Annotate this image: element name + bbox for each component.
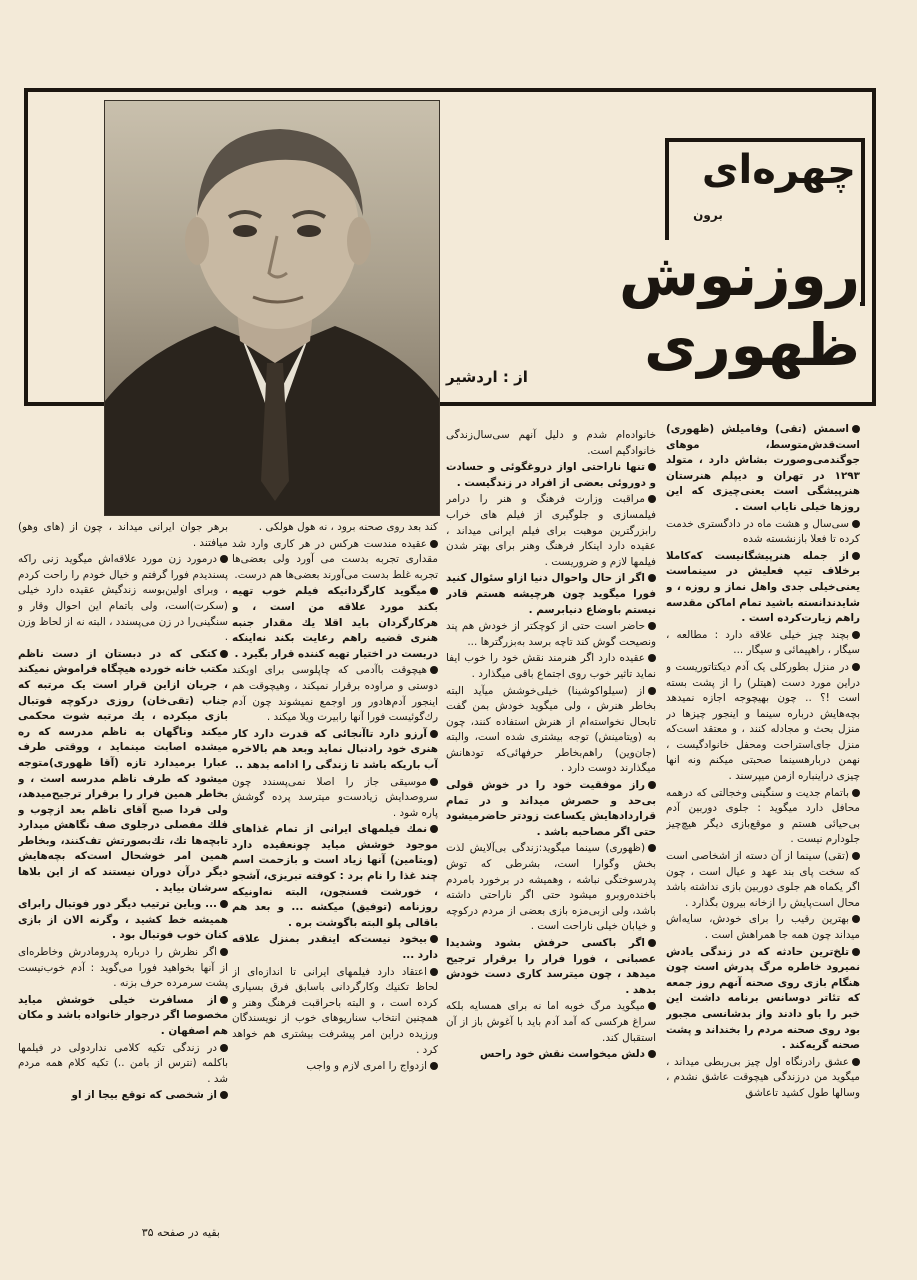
bullet-icon	[220, 900, 228, 908]
paragraph-text: موسیقی جاز را اصلا نمی‌پسندد چون سروصدایش زیادست‌و میترسد پرده گوشش پاره شود .	[232, 775, 438, 819]
paragraph-text: سی‌سال و هشت ماه در دادگستری خدمت کرده تا فعلا بازنشسته شده	[666, 517, 860, 546]
text-column-1	[666, 422, 860, 1262]
paragraph-text: (ظهوری) سینما میگوید:زندگی بی‌آلایش لذت بخش وگوارا است، بشرطی که توش پدرسوختگی نباشه ، وهمیشه در برخورد بامردم باخنده‌روبرو میشود حتی اگر ناراحتی داشته باشد، ولی ازبی‌مزه بازی بعضی از مردم درکوچه و خیابان خیلی ناراحت است .	[446, 842, 656, 933]
title-top: چهره‌ای	[720, 148, 860, 192]
author-line: از : اردشیر	[446, 368, 528, 386]
paragraph	[666, 422, 860, 516]
bullet-icon	[430, 540, 438, 548]
paragraph-text: بچند چیز خیلی علاقه دارد : مطالعه ، سیگار ، راهپیمائی و سیگار ...	[666, 628, 860, 657]
paragraph	[666, 945, 860, 1054]
frame-left-line	[24, 88, 28, 406]
paragraph-text: اسمش (تقی) وفامیلش (ظهوری) است‌قدش‌متوسط، موهای جوگندمی‌وصورت بشاش دارد ، متولد ۱۲۹۳ در تهران و دیپلم هنرستان هنرپیشگی است یعنی‌چیزی که این روزها خیلی نایاب است .	[666, 423, 860, 513]
bullet-icon	[220, 1091, 228, 1099]
paragraph-text: اگر نظرش را درباره پدرومادرش وخاطره‌ای از آنها بخواهید فورا می‌گوید : آدم خوب‌نیست پشت سرمرده حرف بزنه .	[18, 946, 228, 990]
frame-bottom-line-right	[438, 402, 876, 406]
bullet-icon	[220, 555, 228, 563]
bullet-icon	[852, 915, 860, 923]
bullet-icon	[430, 825, 438, 833]
paragraph	[18, 1088, 228, 1104]
paragraph-text: راز موفقیت خود را در خوش قولی بی‌حد و حصرش میداند و در تمام قراردادهایش یکساعت زودتر حاضرمیشود حتی اگر مصاحبه باشد .	[446, 779, 656, 838]
paragraph-text: درمورد زن مورد علاقه‌اش میگوید زنی راکه پسندیدم فورا گرفتم و خیال خودم را راحت کردم ، وبرای اولین‌بوسه زندگیش عقیده دارد خیلی (سکرت)است، ولی باتمام این احوال وقار و سنگینی‌را در زن می‌پسندد ، البته نه از لحاظ وزن .	[18, 553, 228, 644]
frame-top-line	[24, 88, 876, 92]
frame-right-line	[872, 88, 876, 406]
paragraph-text: در زندگی تکیه کلامی ندارد‌ولی در فیلمها باکلمه (نترس از بامن ..) تکیه کلام همه مردم شد .	[18, 1041, 228, 1085]
bullet-icon	[220, 650, 228, 658]
paragraph	[666, 660, 860, 785]
bullet-icon	[648, 1002, 656, 1010]
bullet-icon	[852, 425, 860, 433]
bullet-icon	[852, 852, 860, 860]
bullet-icon	[220, 948, 228, 956]
paragraph	[18, 1041, 228, 1088]
paragraph	[446, 1047, 656, 1063]
paragraph-text: عقیده مندست هرکس در هر کاری وارد شد مقداری تجربه بدست می آورد ولی بعضی‌ها تجربه غلط بدست می‌آورند بعضی‌ها هم درست.	[232, 537, 438, 581]
paragraph-text: میگوید مرگ خوبه اما نه برای همسایه بلکه سراغ هرکسی که آمد آدم باید با آغوش باز از آن استقبال کند.	[446, 1000, 656, 1044]
paragraph	[446, 684, 656, 778]
paragraph	[666, 786, 860, 848]
paragraph	[18, 552, 228, 646]
bullet-icon	[430, 778, 438, 786]
paragraph-text: تنها ناراحتی اواز دروغگوئی و حسادت و دوروئی بعضی از افراد در زندگیست .	[446, 461, 656, 489]
paragraph-text: از (سیلوا‌کوشینا) خیلی‌خوشش میآید البته بخاطر هنرش ، ولی میگوید خودش بمن گفت تابحال نخواسته‌ام از هنرش استفاده کنند، چون به (ویتامینش) توجه بیشتری شده است، والبته (جان‌وین) راهم‌بخاطر حرفهائی‌که تودهانش میگذارند دوست دارد .	[446, 684, 656, 775]
paragraph-text: هیچوقت باآدمی که چاپلوسی برای اوبکند دوستی و مراوده برقرار نمیکند ، وهیچوقت هم اینجور آدم‌هادور ور اوجمع نمیشوند چون آدم رك‌گوئیست فورا آنها رابیرت ویلا میکند .	[232, 664, 438, 724]
text-column-3	[232, 520, 438, 1262]
bullet-icon	[648, 781, 656, 789]
paragraph-text: بهترین رقیب را برای خودش، سایه‌اش میداند چون همه جا همراهش است .	[666, 913, 860, 941]
bullet-icon	[648, 495, 656, 503]
paragraph	[666, 517, 860, 548]
paragraph	[666, 1055, 860, 1102]
bullet-icon	[852, 552, 860, 560]
paragraph-text: اعتقاد دارد فیلمهای ایرانی تا اندازه‌ای از لحاظ تکنیك وکارگردانی باسابق فرق بسیاری کرده است ، و البته باحراقبت فرهنگ وهنر و همچنین انتخاب سناریوهای خوب از نویسندگان ورزیده دراین امر پیشرفت بیشتری هم خواهد کرد .	[232, 965, 438, 1056]
bullet-icon	[648, 844, 656, 852]
bullet-icon	[852, 631, 860, 639]
paragraph-text: باتمام جدیت و سنگینی وخجالتی که درهمه محافل دارد میگوید : جلوی دوربین آدم بی‌حیائی هستم و موقع‌بازی دیگر هیچ‌چیز جلودارم نیست .	[666, 786, 860, 846]
portrait-figure	[105, 101, 440, 516]
text-column-2	[446, 428, 656, 1262]
paragraph	[18, 897, 228, 944]
bullet-icon	[648, 1050, 656, 1058]
paragraph-text: (تقی) سینما از آن دسته از اشخاصی است که سخت پای بند عهد و عیال است ، چون اگر یکماه هم جلوی دوربین بازی نداشته باشد محال است‌پایش را ازخانه بیرون بگذارد .	[666, 850, 860, 909]
paragraph	[446, 651, 656, 682]
title-small: برون	[693, 208, 723, 222]
paragraph-text: در منزل بطورکلی یک آدم دیکتاتوریست و دراین مورد دست (هیتلر) را از پشت بسته است !؟ .. چون بهیچوجه اجازه نمیدهد بچه‌هایش درباره سینما و اینجور چیزها در منزل بحث و مجادله کنند ، و معتقد است‌که منزل جای‌استراحت ومحفل خانوادگیست ، نهمن دربارهسینما صحبتی میکنم ونه انها چیزی دراینباره ازمن میپرسند .	[666, 660, 860, 783]
paragraph-text: میگوید کارگردانیکه فیلم خوب تهیه بکند مورد علاقه من است ، و هر‌کارگردان باید اقلا یك مقدار جنبه هنری قضیه راهم رعایت بکند نه‌اینکه دربست در اختیار تهیه کننده قرار بگیرد .	[232, 585, 438, 660]
paragraph	[18, 993, 228, 1040]
bullet-icon	[430, 666, 438, 674]
bullet-icon	[648, 654, 656, 662]
bullet-icon	[852, 520, 860, 528]
paragraph	[446, 778, 656, 840]
paragraph	[666, 849, 860, 911]
paragraph-text: عشق رادرنگاه اول چیز بی‌ربطی میداند ، میگوید من درزندگی هیچوقت عاشق نشدم ، وسالها طول کشید تاعاشق	[666, 1055, 860, 1099]
paragraph-text: از مسافرت خیلی خوشش میاید مخصوصا اگر درجوار خانواده باشد و مکان هم اصفهان .	[18, 993, 228, 1037]
paragraph-text: تلخ‌ترین حادثه که در زندگی یادش نمیرود خاطره مرگ پدرش است چون هنگام بازی روی صحنه آنهم روز جمعه که تئاتر دوسانس برنامه داشت این خبر را باو دادند واز بدشانسی مجبور بود روی صحنه مردم را بخنداند و پشت صحنه گریه‌کند .	[666, 945, 860, 1052]
paragraph	[18, 647, 228, 897]
paragraph-text: اگر باکسی حرفش بشود وشدیدا عصبانی ، فورا فرار را برقرار ترجیح میدهد ، چون میترسد کاری دست خودش بدهد .	[446, 937, 656, 996]
paragraph	[446, 460, 656, 491]
paragraph-text: ازدواج را امری لازم و واجب	[306, 1060, 427, 1073]
bullet-icon	[648, 574, 656, 582]
paragraph-text: حاضر است حتی از کوچکتر از خودش هم پند ونصیحت گوش کند تاچه برسد به‌بزرگترها ...	[446, 620, 656, 648]
paragraph-text: اگر از حال واحوال دنیا ازاو سئوال کنید فورا میگوید چون هرچیشه هستم قادر نیستم باوضاع دنیابرسم .	[446, 572, 656, 616]
paragraph-text: از جمله هنرپیشگانیست که‌کاملا برخلاف تیپ فعلیش در سینماست یعنی‌خیلی جدی واهل نماز و روزه ، و شایدندانسته باشید تمام اماکن مقدسه راهم زیارت‌کرده است .	[666, 549, 860, 625]
paragraph-text: کتکی که در دبستان از دست ناظم مکتب خانه خورده هیچگاه فراموش نمیکند ، جریان ازاین قرار است یک مرتبه که جناب (تقی‌خان) روزی درکوچه فوتبال بازی میکرده ، یك مرتبه شوت محکمی میکند وناگهان به ناظم مدرسه که ره میشده اصابت مینماید ، ووقتی طرف عبارا برمیدارد تازه (آقا ظهوری)متوجه میشود که طرف ناظم مدرسه است ، و بخاطر همین فرار را برقرار ترجیح‌میدهد، ولی فردا صبح آقای ناظم بعد ازچوب و فلك مفصلی درجلوی صف نگاهش میدارد تابچه‌ها تك، تك‌بصورتش تف‌کنند، وبخاطر همین امر خوشحال است‌که بچه‌هایش دیگر درآن دوران نیستند که از این بلاها سرشان بیاید .	[18, 647, 228, 894]
paragraph	[446, 428, 656, 459]
paragraph-text: عقیده دارد اگر هنرمند نقش خود را خوب ایفا نماید تاثیر خوب روی اجتماع باقی میگذارد .	[446, 652, 656, 680]
paragraph-text: ... وباین ترتیب دیگر دور فوتبال رابرای همیشه خط کشید ، وگرنه الان از بازی کنان خوب فوتبال بود .	[18, 898, 228, 942]
portrait-photo	[104, 100, 440, 516]
paragraph	[666, 549, 860, 627]
bullet-icon	[430, 587, 438, 595]
frame-bottom-line-left	[24, 402, 106, 406]
continued-note: بقیه در صفحه ۳۵	[141, 1226, 220, 1239]
text-column-4	[18, 520, 228, 1220]
paragraph-text: آرزو دارد تاآنجائی که قدرت دارد کار هنری خود رادنبال نماید وبعد هم بالاخره آب باریکه باشد تا زندگی را ادامه بدهد ..	[232, 727, 438, 771]
bullet-icon	[852, 948, 860, 956]
page-title: روزنوش ظهوری	[446, 240, 860, 380]
bullet-icon	[852, 663, 860, 671]
paragraph-text: دلش میخواست نقش خود راحس	[480, 1048, 645, 1061]
paragraph	[446, 936, 656, 998]
paragraph	[232, 965, 438, 1059]
paragraph	[446, 619, 656, 650]
paragraph	[18, 945, 228, 992]
paragraph	[446, 492, 656, 570]
paragraph	[446, 571, 656, 618]
bullet-icon	[220, 1044, 228, 1052]
bullet-icon	[430, 935, 438, 943]
bullet-icon	[648, 463, 656, 471]
bullet-icon	[648, 939, 656, 947]
paragraph	[232, 932, 438, 963]
paragraph-text: برهر جوان ایرانی میداند ، چون از (های وهو) میافتند .	[18, 521, 228, 549]
paragraph-text: خانواده‌ام شدم و دلیل آنهم سی‌سال‌زندگی خانوادگیم است.	[446, 429, 656, 457]
paragraph-text: از شخصی که توقع بیجا از او	[71, 1089, 217, 1102]
paragraph	[666, 628, 860, 659]
paragraph	[18, 520, 228, 551]
paragraph-text: مراقبت وزارت فرهنگ و هنر را درامر فیلمسازی و جلوگیری از فیلم های خراب رابزرگترین موهبت برای فیلم ایرانی میداند ، عقیده دارد اینکار فرهنگ وهنر برای بهتر شدن فیلمها لازم و ضروریست .	[446, 493, 656, 568]
bullet-icon	[430, 730, 438, 738]
bullet-icon	[648, 687, 656, 695]
paragraph-text: بیخود نیست‌که اینقدر بمنزل علاقه دارد ...	[232, 933, 438, 962]
bullet-icon	[430, 968, 438, 976]
paragraph	[232, 537, 438, 584]
paragraph	[232, 663, 438, 725]
paragraph	[232, 584, 438, 662]
paragraph	[232, 822, 438, 931]
paragraph	[446, 841, 656, 935]
bullet-icon	[220, 996, 228, 1004]
bullet-icon	[430, 1062, 438, 1070]
paragraph-text: کند بعد روی صحنه برود ، نه هول هولکی .	[258, 521, 438, 533]
paragraph	[446, 999, 656, 1046]
paragraph	[232, 520, 438, 536]
bullet-icon	[852, 789, 860, 797]
bullet-icon	[852, 1058, 860, 1066]
bullet-icon	[648, 622, 656, 630]
paragraph	[232, 727, 438, 774]
paragraph	[666, 912, 860, 943]
paragraph	[232, 775, 438, 822]
paragraph	[232, 1059, 438, 1075]
paragraph-text: نمك فیلمهای ایرانی از تمام غذاهای موجود خوشش میاید چونعقیده دارد (ویتامین) آنها زیاد است و بازحمت اسم چند غذا را نام برد : کوفته تبریزی، آشجو ، خورشت فسنجون، البته نه‌اونیکه روزنامه (توفیق) میکشه ... و بعد هم باقالی پلو البته باگوشت بره .	[232, 823, 438, 929]
